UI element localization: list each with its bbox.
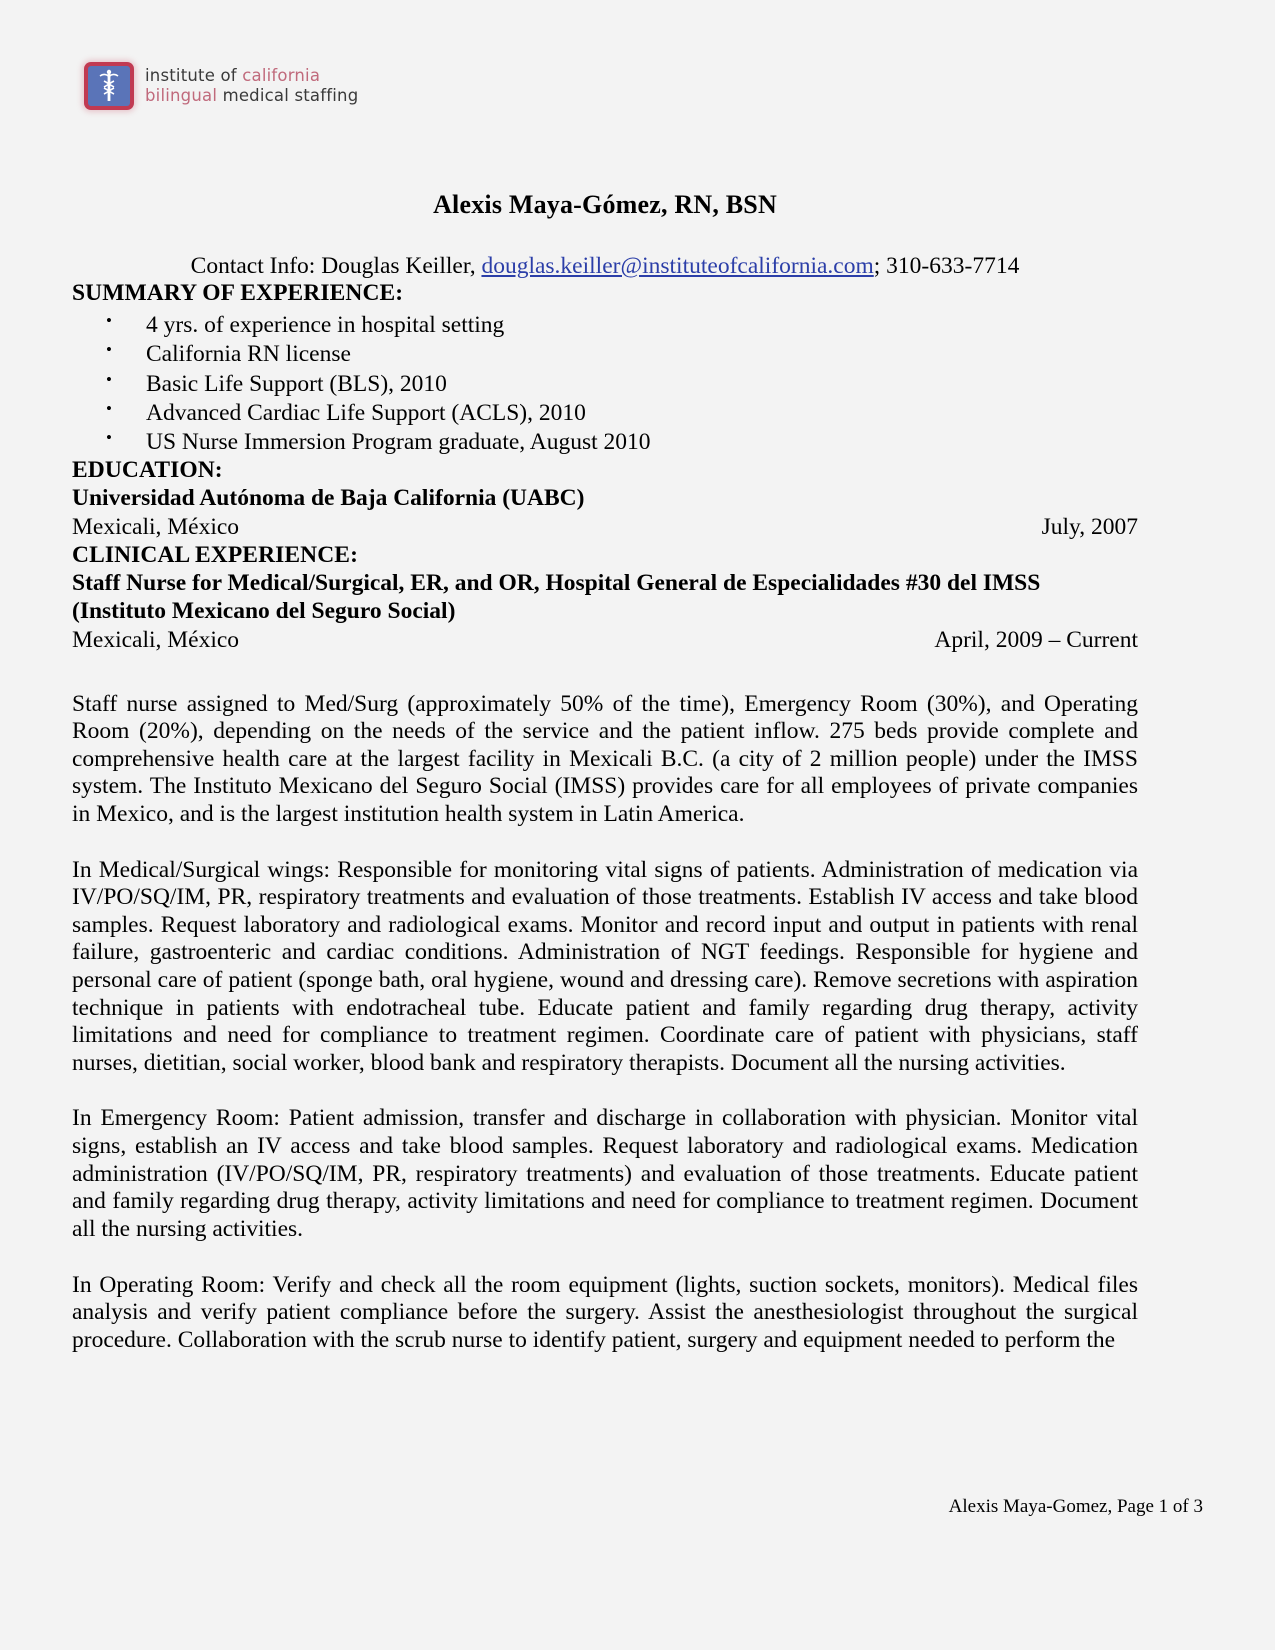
contact-email-link[interactable]: douglas.keiller@instituteofcalifornia.com bbox=[481, 253, 874, 279]
logo-text-medical-staffing: medical staffing bbox=[222, 86, 359, 105]
clinical-paragraph: In Medical/Surgical wings: Responsible for monitoring vital signs of patients. Administration of medication via IV/PO/SQ/IM, PR, respiratory treatments and evaluation of those treatments. Establish IV access and take blood samples. Request laboratory and radiological exams. Monitor and record input and output in patients with renal failure, gastroenteric and cardiac conditions. Administration of NGT feedings. Responsible for hygiene and personal care of patient (sponge bath, oral hygiene, wound and dressing care). Remove secretions with aspiration technique in patients with endotracheal tube. Educate patient and family regarding drug therapy, activity limitations and need for compliance to treatment regimen. Coordinate care of patient with physicians, staff nurses, dietitian, social worker, blood bank and respiratory therapists. Document all the nursing activities. bbox=[72, 856, 1138, 1076]
clinical-experience-heading: CLINICAL EXPERIENCE: bbox=[72, 541, 359, 568]
education-location-date bbox=[72, 513, 1138, 542]
clinical-title-line-1: Staff Nurse for Medical/Surgical, ER, and OR, Hospital General de Especialidades #30 del IMSS bbox=[72, 569, 1041, 596]
logo-text-california: california bbox=[242, 65, 321, 85]
contact-info-line bbox=[72, 253, 1138, 280]
candidate-name: Alexis Maya-Gómez, RN, BSN bbox=[433, 190, 777, 219]
resume-body bbox=[72, 0, 1138, 1354]
list-item: • California RN license bbox=[72, 340, 1138, 369]
page-footer: Alexis Maya-Gomez, Page 1 of 3 bbox=[948, 1496, 1203, 1517]
contact-prefix: Contact Info: Douglas Keiller, bbox=[190, 253, 482, 279]
education-school: Universidad Autónoma de Baja California (UABC) bbox=[72, 485, 585, 512]
logo-text-bilingual: bilingual bbox=[145, 86, 223, 105]
clinical-paragraph: In Operating Room: Verify and check all the room equipment (lights, suction sockets, monitors). Medical files analysis and verify patient compliance before the surgery. Assist the anesthesiologist throughout the surgical procedure. Collaboration with the scrub nurse to identify patient, surgery and equipment needed to perform the bbox=[72, 1271, 1138, 1353]
clinical-title-line-2: (Instituto Mexicano del Seguro Social) bbox=[72, 598, 456, 625]
contact-phone: ; 310-633-7714 bbox=[873, 253, 1020, 279]
education-heading: EDUCATION: bbox=[72, 457, 223, 484]
list-item: • 4 yrs. of experience in hospital setting bbox=[72, 311, 1138, 340]
clinical-paragraph: Staff nurse assigned to Med/Surg (approximately 50% of the time), Emergency Room (30%), and Operating Room (20%), depending on the needs of the service and the patient inflow. 275 beds provide complete and comprehensive health care at the largest facility in Mexicali B.C. (a city of 2 million people) under the IMSS system. The Instituto Mexicano del Seguro Social (IMSS) provides care for all employees of private companies in Mexico, and is the largest institution health system in Latin America. bbox=[72, 690, 1138, 827]
list-item: • US Nurse Immersion Program graduate, August 2010 bbox=[72, 428, 1138, 457]
logo-text-institute-of: institute of bbox=[145, 65, 243, 85]
list-item: • Advanced Cardiac Life Support (ACLS), 2010 bbox=[72, 399, 1138, 428]
education-location: Mexicali, México bbox=[72, 513, 240, 540]
list-item: • Basic Life Support (BLS), 2010 bbox=[72, 370, 1138, 399]
summary-list bbox=[72, 311, 1138, 457]
clinical-location: Mexicali, México bbox=[72, 626, 240, 653]
education-date: July, 2007 bbox=[1041, 513, 1138, 540]
clinical-date: April, 2009 – Current bbox=[934, 626, 1138, 653]
clinical-location-date bbox=[72, 626, 1138, 655]
clinical-paragraph: In Emergency Room: Patient admission, transfer and discharge in collaboration with physician. Monitor vital signs, establish an IV access and take blood samples. Request laboratory and radiological exams. Medication administration (IV/PO/SQ/IM, PR, respiratory treatments) and evaluation of those treatments. Educate patient and family regarding drug therapy, activity limitations and need for compliance to treatment regimen. Document all the nursing activities. bbox=[72, 1105, 1138, 1242]
summary-heading: SUMMARY OF EXPERIENCE: bbox=[72, 280, 404, 306]
